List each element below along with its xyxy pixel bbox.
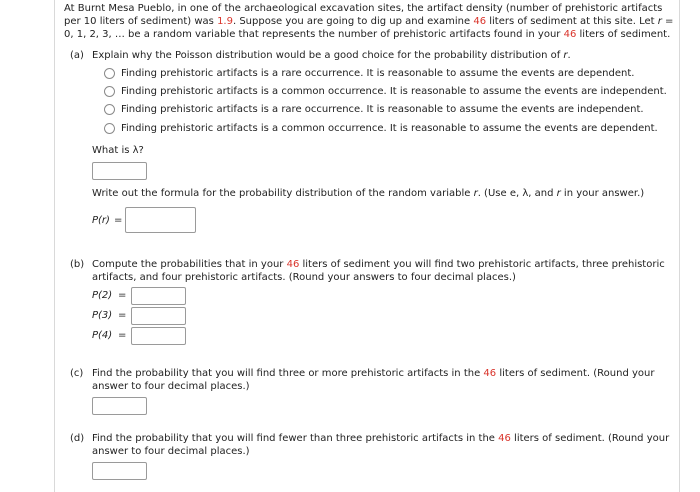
density-value: 1.9: [217, 16, 233, 27]
radio-button[interactable]: [104, 68, 115, 79]
p2-input[interactable]: [131, 287, 186, 305]
liters-value: 46: [473, 16, 487, 27]
question-text: liters of sediment you will find two prehistoric artifacts, three prehistoric artifacts, and four prehistoric artifacts. (Round your answers to four decimal places.): [92, 259, 665, 283]
question-text: liters of sediment. (Round your answer to four decimal places.): [92, 368, 655, 392]
part-d-input[interactable]: [92, 462, 147, 480]
equals-sign: =: [118, 330, 127, 341]
liters-value: 46: [563, 29, 577, 40]
liters-value: 46: [286, 259, 300, 270]
option-label: Finding prehistoric artifacts is a common occurrence. It is reasonable to assume the events are dependent.: [121, 122, 658, 134]
formula-input[interactable]: [125, 207, 196, 233]
part-c-input[interactable]: [92, 397, 147, 415]
equals-sign: =: [114, 215, 123, 226]
variable-r: r: [556, 188, 561, 199]
part-a-label: (a): [70, 50, 84, 61]
liters-value: 46: [483, 368, 497, 379]
lambda-question: What is λ?: [92, 145, 144, 156]
problem-intro: [64, 2, 674, 41]
option-4[interactable]: [104, 121, 658, 135]
question-text: Find the probability that you will find fewer than three prehistoric artifacts in the: [92, 433, 499, 444]
p4-label: P(4): [92, 330, 113, 341]
formula-question: [92, 188, 644, 199]
liters-value: 46: [498, 433, 511, 444]
radio-button[interactable]: [104, 86, 115, 97]
option-label: Finding prehistoric artifacts is a common occurrence. It is reasonable to assume the events are independent.: [121, 85, 667, 97]
question-text: in your answer.): [560, 188, 645, 199]
question-text: Compute the probabilities that in your: [92, 259, 287, 270]
option-1[interactable]: [104, 66, 634, 80]
intro-text: = 0, 1, 2, 3, … be a random variable that represents the number of prehistoric artifacts found in your: [64, 16, 674, 40]
question-text: .: [567, 50, 571, 61]
p4-input[interactable]: [131, 327, 186, 345]
part-d-label: (d): [70, 433, 85, 444]
radio-button[interactable]: [104, 104, 115, 115]
p3-input[interactable]: [131, 307, 186, 325]
pr-label: P(r): [92, 215, 110, 226]
question-text: . (Use e, λ, and: [477, 188, 557, 199]
part-a-question: [92, 50, 571, 61]
intro-text: . Suppose you are going to dig up and examine: [232, 16, 474, 27]
radio-button[interactable]: [104, 123, 115, 134]
p2-label: P(2): [92, 290, 113, 301]
option-label: Finding prehistoric artifacts is a rare occurrence. It is reasonable to assume the events are dependent.: [121, 67, 635, 79]
question-text: Write out the formula for the probability distribution of the random variable: [92, 188, 474, 199]
option-3[interactable]: [104, 102, 644, 116]
intro-text: liters of sediment at this site. Let: [486, 16, 658, 27]
option-2[interactable]: [104, 84, 667, 98]
intro-text: liters of sediment.: [576, 29, 671, 40]
part-d-question: [92, 432, 674, 458]
question-text: liters of sediment. (Round your answer to four decimal places.): [92, 433, 670, 457]
variable-r: r: [657, 16, 662, 27]
intro-text: At Burnt Mesa Pueblo, in one of the archaeological excavation sites, the artifact density (number of prehistoric artifacts per 10 liters of sediment) was: [64, 3, 663, 27]
equals-sign: =: [118, 290, 127, 301]
question-text: Explain why the Poisson distribution would be a good choice for the probability distribution of: [92, 50, 564, 61]
variable-r: r: [473, 188, 478, 199]
question-text: Find the probability that you will find three or more prehistoric artifacts in the: [92, 368, 484, 379]
option-label: Finding prehistoric artifacts is a rare occurrence. It is reasonable to assume the events are independent.: [121, 103, 644, 115]
lambda-input[interactable]: [92, 162, 147, 180]
p3-label: P(3): [92, 310, 113, 321]
variable-r: r: [563, 50, 568, 61]
part-c-question: [92, 367, 674, 393]
part-c-label: (c): [70, 368, 84, 379]
part-b-label: (b): [70, 259, 85, 270]
equals-sign: =: [118, 310, 127, 321]
part-b-question: [92, 258, 674, 284]
